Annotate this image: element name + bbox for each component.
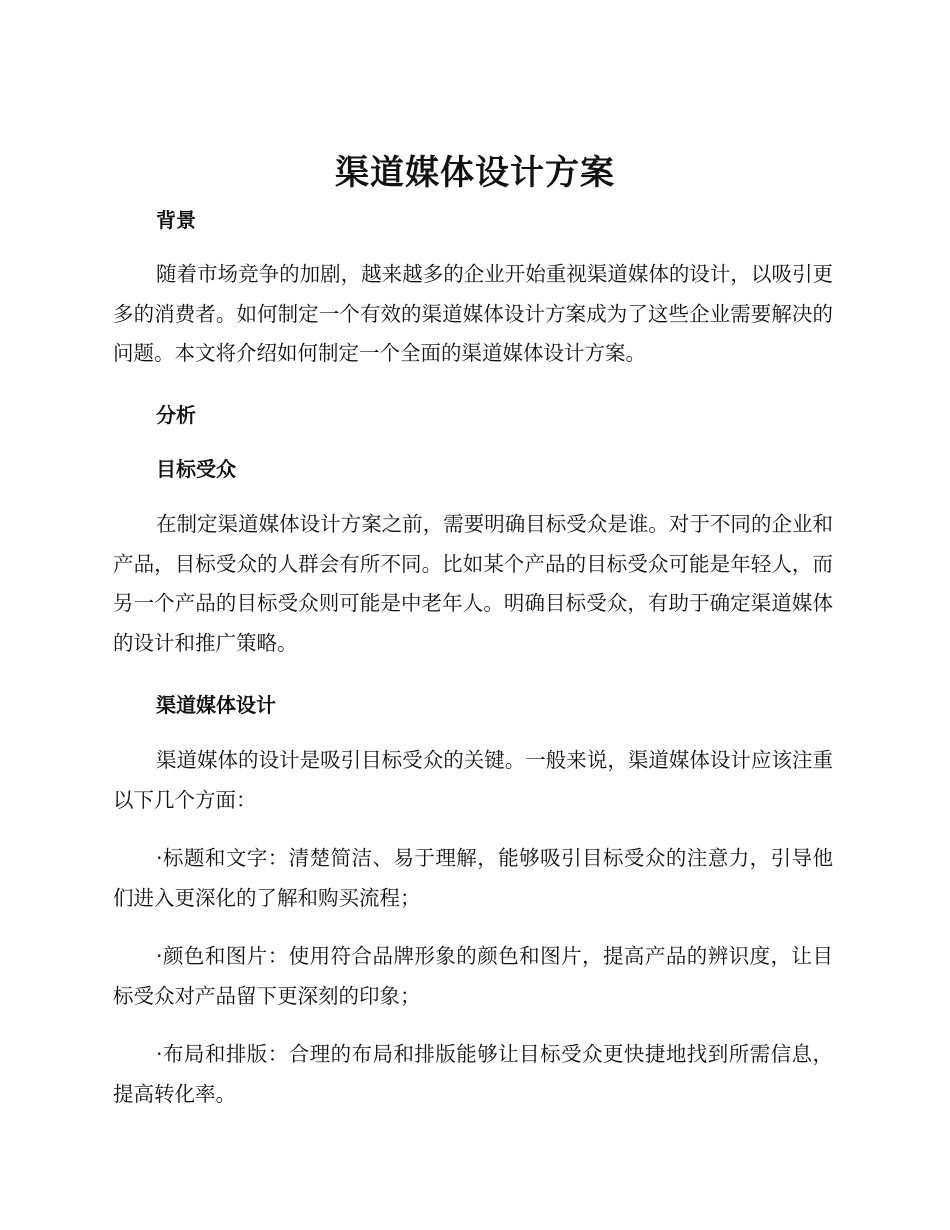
- section-heading-target-audience: 目标受众: [156, 457, 236, 481]
- bullet-item: ·标题和文字：清楚简洁、易于理解，能够吸引目标受众的注意力，引导他们进入更深化的了解和购买流程；: [113, 846, 833, 910]
- bullet-item: ·颜色和图片：使用符合品牌形象的颜色和图片，提高产品的辨识度，让目标受众对产品留下更深刻的印象；: [113, 944, 833, 1008]
- background-paragraph: 随着市场竞争的加剧，越来越多的企业开始重视渠道媒体的设计，以吸引更多的消费者。如何制定一个有效的渠道媒体设计方案成为了这些企业需要解决的问题。本文将介绍如何制定一个全面的渠道媒体设计方案。: [113, 262, 833, 365]
- audience-paragraph: 在制定渠道媒体设计方案之前，需要明确目标受众是谁。对于不同的企业和产品，目标受众的人群会有所不同。比如某个产品的目标受众可能是年轻人，而另一个产品的目标受众则可能是中老年人。明确目标受众，有助于确定渠道媒体的设计和推广策略。: [113, 512, 833, 655]
- bullet-item: ·布局和排版：合理的布局和排版能够让目标受众更快捷地找到所需信息，提高转化率。: [113, 1042, 833, 1106]
- section-heading-channel-design: 渠道媒体设计: [156, 693, 276, 717]
- section-heading-background: 背景: [156, 208, 196, 232]
- section-heading-analysis: 分析: [156, 403, 196, 427]
- document-title: 渠道媒体设计方案: [335, 153, 615, 193]
- design-paragraph: 渠道媒体的设计是吸引目标受众的关键。一般来说，渠道媒体设计应该注重以下几个方面：: [113, 748, 833, 812]
